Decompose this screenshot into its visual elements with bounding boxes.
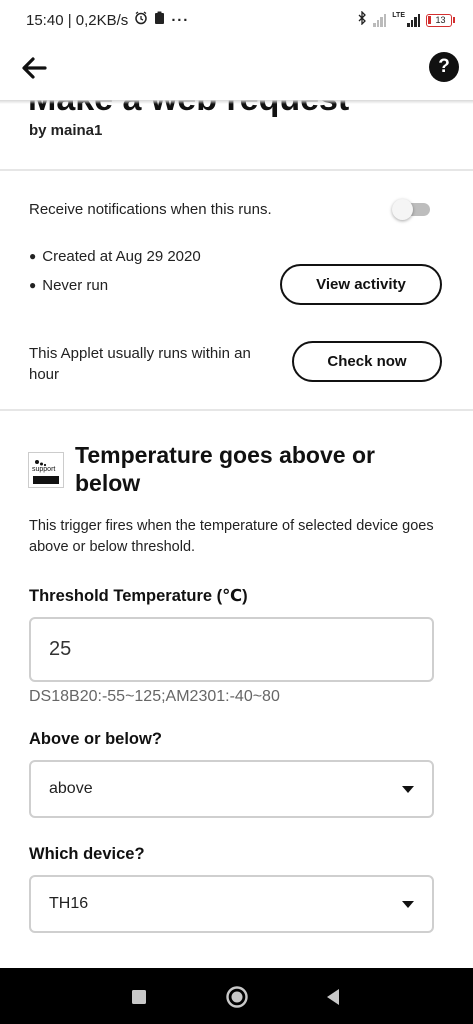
circle-icon	[225, 985, 249, 1009]
status-bar	[0, 0, 473, 40]
direction-label: Above or below?	[29, 730, 162, 748]
caret-down-icon	[402, 786, 414, 793]
notifications-label: Receive notifications when this runs.	[29, 201, 272, 218]
created-text: Created at Aug 29 2020	[42, 248, 201, 265]
square-icon	[131, 989, 147, 1005]
bullet-dot: ●	[29, 278, 37, 292]
trigger-title: Temperature goes above or below	[75, 442, 375, 496]
direction-select[interactable]	[29, 760, 434, 818]
lte-label: LTE	[392, 11, 405, 19]
bullet-dot: ●	[29, 249, 37, 263]
device-value: TH16	[49, 895, 89, 912]
divider	[0, 409, 473, 411]
signal-sim1-icon	[373, 13, 386, 27]
direction-value: above	[49, 780, 93, 797]
applet-author: by maina1	[29, 122, 103, 139]
service-icon	[28, 452, 64, 488]
arrow-left-icon	[21, 56, 47, 80]
last-run-info	[29, 277, 108, 294]
app-bar	[0, 40, 473, 100]
home-button[interactable]	[222, 982, 252, 1012]
app-bar-shadow	[0, 100, 473, 104]
divider	[0, 169, 473, 171]
triangle-back-icon	[325, 988, 341, 1006]
battery-icon	[426, 14, 455, 27]
notifications-toggle[interactable]	[392, 199, 432, 219]
status-left	[26, 11, 189, 29]
status-right	[357, 11, 455, 29]
view-activity-button[interactable]: View activity	[280, 264, 442, 305]
signal-sim2-icon	[407, 13, 420, 27]
battery-level: 13	[426, 14, 452, 27]
recents-button[interactable]	[124, 982, 154, 1012]
threshold-label: Threshold Temperature (℃)	[29, 587, 248, 605]
threshold-value: 25	[49, 638, 72, 660]
system-nav-bar	[0, 968, 473, 1024]
service-icon-text: support	[32, 466, 56, 473]
question-mark-icon: ?	[438, 56, 450, 77]
toggle-knob	[392, 199, 413, 220]
check-now-button[interactable]: Check now	[292, 341, 442, 382]
more-notifications-icon: ···	[171, 11, 190, 29]
clipboard-icon	[154, 11, 165, 29]
created-info	[29, 248, 201, 265]
trigger-description: This trigger fires when the temperature of selected device goes above or below threshold.	[29, 518, 434, 555]
alarm-icon	[134, 11, 148, 29]
help-button[interactable]	[429, 52, 459, 82]
threshold-hint: DS18B20:-55~125;AM2301:-40~80	[29, 688, 280, 705]
back-nav-button[interactable]	[318, 982, 348, 1012]
bluetooth-icon	[357, 11, 367, 29]
back-button[interactable]	[18, 52, 50, 84]
runs-within-text: This Applet usually runs within an hour	[29, 345, 251, 383]
last-run-text: Never run	[42, 277, 109, 294]
caret-down-icon	[402, 901, 414, 908]
device-label: Which device?	[29, 845, 145, 863]
device-select[interactable]	[29, 875, 434, 933]
threshold-input[interactable]	[29, 617, 434, 682]
status-time-speed: 15:40 | 0,2KB/s	[26, 11, 129, 29]
